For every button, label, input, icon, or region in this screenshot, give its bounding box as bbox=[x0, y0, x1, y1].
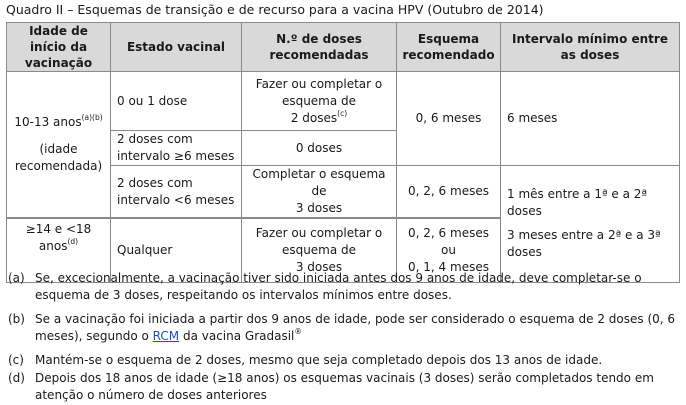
doses-1-footnote-ref: (c) bbox=[337, 108, 348, 118]
cell-scheme-0-2-6: 0, 2, 6 meses bbox=[397, 166, 501, 219]
doses-1-line-1: Fazer ou completar o bbox=[255, 76, 383, 91]
cell-scheme-0-6: 0, 6 meses bbox=[397, 72, 501, 166]
scheme-0-2-6: 0, 2, 6 meses bbox=[408, 225, 489, 240]
table-caption: Quadro II – Esquemas de transição e de recurso para a vacina HPV (Outubro de 2014) bbox=[6, 2, 544, 17]
cell-interval-6: 6 meses bbox=[501, 72, 680, 166]
cell-interval-3-doses bbox=[501, 166, 680, 283]
doses-3-line-1: Completar o esquema de bbox=[252, 167, 386, 198]
age-14-18-label: ≥14 e <18 anos bbox=[25, 222, 92, 253]
footnote-a bbox=[8, 270, 678, 304]
cell-doses-1 bbox=[242, 72, 397, 131]
cell-status-any: Qualquer bbox=[111, 218, 242, 282]
header-scheme: Esquema recomendado bbox=[397, 23, 501, 72]
doses-1-line-2: esquema de bbox=[281, 93, 357, 108]
doses-4-line-1: Fazer ou completar o bbox=[255, 225, 383, 240]
header-age: Idade de início da vacinação bbox=[7, 23, 111, 72]
table-header-row bbox=[7, 23, 680, 72]
footnote-b-key: (b) bbox=[8, 312, 25, 326]
cell-status-2-lt6: 2 doses com intervalo <6 meses bbox=[111, 166, 242, 219]
rcm-link[interactable]: RCM bbox=[152, 329, 180, 343]
interval-second-third: 3 meses entre a 2ª e a 3ª doses bbox=[507, 228, 661, 260]
cell-doses-3 bbox=[242, 166, 397, 219]
age-14-18-footnote-ref: (d) bbox=[67, 237, 79, 246]
cell-doses-2: 0 doses bbox=[242, 131, 397, 166]
age-10-13-label: 10-13 anos bbox=[14, 115, 82, 129]
footnote-a-key: (a) bbox=[8, 271, 25, 285]
footnote-b-text-end: da vacina Gradasil bbox=[179, 329, 295, 343]
footnote-c-key: (c) bbox=[8, 353, 24, 367]
doses-4-line-2: esquema de bbox=[281, 242, 357, 257]
footnote-d-key: (d) bbox=[8, 371, 25, 385]
header-doses: N.º de doses recomendadas bbox=[242, 23, 397, 72]
recommended-age-note: (idade recomendada) bbox=[14, 142, 103, 173]
footnote-d bbox=[8, 370, 678, 404]
footnote-b-text: Se a vacinação foi iniciada a partir dos 9 anos de idade, pode ser considerado o esquema de 2 doses (0, 6 meses), segundo o bbox=[35, 312, 676, 343]
vaccination-schemes-table bbox=[6, 22, 680, 283]
registered-mark: ® bbox=[294, 327, 302, 336]
cell-status-0-1: 0 ou 1 dose bbox=[111, 72, 242, 131]
footnote-c-text: Mantém-se o esquema de 2 doses, mesmo que seja completado depois dos 13 anos de idade. bbox=[35, 353, 603, 367]
footnote-d-text: Depois dos 18 anos de idade (≥18 anos) os esquemas vacinais (3 doses) serão completados tendo em atenção o número de doses anteriores bbox=[35, 371, 654, 402]
cell-age-10-13 bbox=[7, 72, 111, 219]
doses-4-line-3: 3 doses bbox=[295, 259, 343, 274]
doses-3-line-2: 3 doses bbox=[295, 201, 343, 215]
cell-status-2-ge6: 2 doses com intervalo ≥6 meses bbox=[111, 131, 242, 166]
doses-1-line-3: 2 doses bbox=[290, 110, 338, 125]
footnote-c bbox=[8, 352, 678, 369]
footnote-b bbox=[8, 311, 678, 345]
header-status: Estado vacinal bbox=[111, 23, 242, 72]
table-row bbox=[7, 72, 680, 131]
interval-first-second: 1 mês entre a 1ª e a 2ª doses bbox=[507, 187, 648, 219]
footnote-a-text: Se, excecionalmente, a vacinação tiver sido iniciada antes dos 9 anos de idade, deve completar-se o esquema de 3 doses, respeitando os intervalos mínimos entre doses. bbox=[35, 271, 642, 302]
footnotes bbox=[8, 270, 678, 405]
header-interval: Intervalo mínimo entre as doses bbox=[501, 23, 680, 72]
scheme-or: ou bbox=[441, 242, 456, 257]
scheme-0-1-4: 0, 1, 4 meses bbox=[408, 259, 489, 274]
age-10-13-footnote-ref: (a)(b) bbox=[81, 113, 103, 122]
